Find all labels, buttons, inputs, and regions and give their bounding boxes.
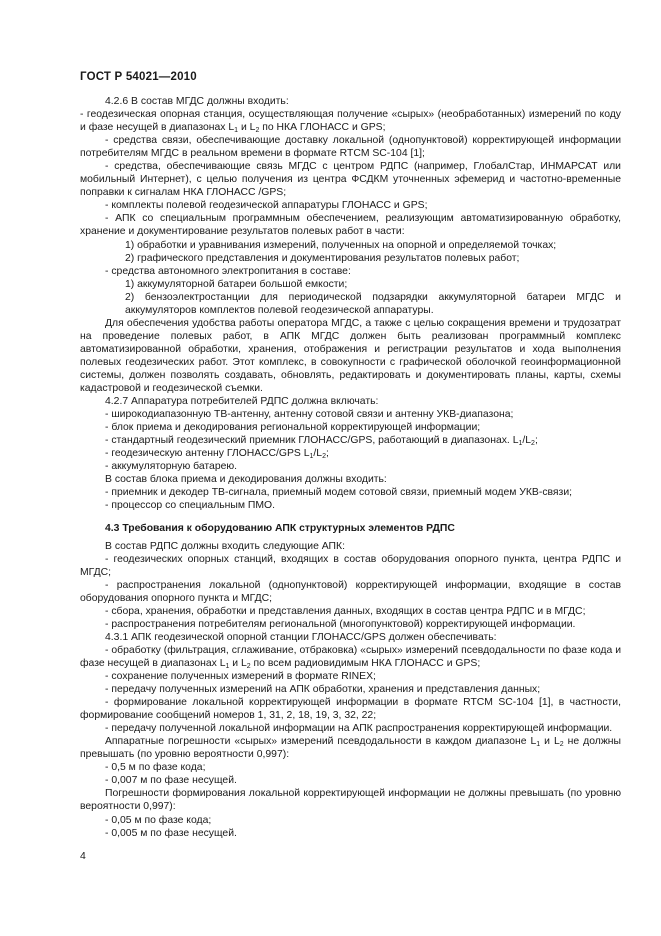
paragraph: - процессор со специальным ПМО. (105, 500, 276, 512)
paragraph: - распространения локальной (однопунктовой) корректирующей информации, входящие в состав оборудования опорного пункта и МГДС; (80, 579, 621, 604)
paragraph: - обработку (фильтрация, сглаживание, отбраковка) «сырых» измерений псевдодальности по фазе кода и фазе несущей в диапазонах $L_1$ и $L_2$ по всем радиовидимым НКА ГЛОНАСС и GPS; (80, 644, 621, 670)
paragraph: 4.3.1 АПК геодезической опорной станции ГЛОНАСС/GPS должен обеспечивать: (105, 631, 497, 643)
paragraph: - блок приема и декодирования региональной корректирующей информации; (105, 422, 481, 434)
paragraph: - АПК со специальным программным обеспечением, реализующим автоматизированную обработку, хранение и документирование результатов полевых работ в части: (80, 213, 621, 238)
paragraph: - геодезических опорных станций, входящих в состав оборудования опорного пункта, центра РДПС и МГДС; (80, 553, 621, 578)
paragraph: - 0,005 м по фазе несущей. (105, 827, 237, 839)
paragraph: 2) графического представления и документирования результатов полевых работ; (125, 252, 520, 264)
document-body (80, 95, 621, 840)
paragraph: 4.2.6 В состав МГДС должны входить: (105, 96, 289, 107)
paragraph: Для обеспечения удобства работы оператора МГДС, а также с целью сокращения времени и трудозатрат на проведение полевых работ, в АПК МГДС должен быть реализован программный комплекс автоматизированной обработки, хранения, отображения и регистрации результатов и хода выполнения полевых геодезических работ. Этот комплекс, в совокупности с графической оболочкой геоинформационной системы, должен позволять создавать, обновлять, редактировать и документировать планы, карты, схемы кадастровой и геодезической съемки. (80, 317, 621, 395)
paragraph: 2) бензоэлектростанции для периодической подзарядки аккумуляторной батареи МГДС и аккумуляторов комплектов полевой геодезической аппаратуры. (125, 291, 621, 316)
paragraph: - комплекты полевой геодезической аппаратуры ГЛОНАСС и GPS; (105, 200, 428, 212)
paragraph: - 0,5 м по фазе кода; (105, 762, 206, 774)
paragraph: - средства, обеспечивающие связь МГДС с центром РДПС (например, ГлобалСтар, ИНМАРСАТ или мобильный Интернет), с целью получения из центра ФСДКМ уточненных эфемерид и частотно-временные поправки к сигналам НКА ГЛОНАСС /GPS; (80, 161, 621, 199)
section-heading: 4.3 Требования к оборудованию АПК структурных элементов РДПС (105, 522, 455, 534)
paragraph: - сбора, хранения, обработки и представления данных, входящих в состав центра РДПС и в МГДС; (105, 605, 586, 617)
page-number: 4 (80, 851, 86, 862)
paragraph: Аппаратные погрешности «сырых» измерений псевдодальности в каждом диапазоне $L_1$ и $L_2$ не должны превышать (по уровню вероятности 0,997): (80, 736, 622, 761)
paragraph: 4.2.7 Аппаратура потребителей РДПС должна включать: (105, 396, 379, 408)
paragraph: 1) обработки и уравнивания измерений, полученных на опорной и определяемой точках; (125, 239, 557, 251)
paragraph: - стандартный геодезический приемник ГЛОНАСС/GPS, работающий в диапазонах. $L_1/L_2$; (105, 435, 538, 448)
paragraph: - приемник и декодер ТВ-сигнала, приемный модем сотовой связи, приемный модем УКВ-связи; (105, 487, 573, 499)
paragraph: - передачу полученных измерений на АПК обработки, хранения и представления данных; (105, 684, 541, 696)
paragraph: - геодезическую антенну ГЛОНАСС/GPS $L_1/L_2$; (105, 448, 329, 461)
paragraph: - геодезическая опорная станция, осуществляющая получение «сырых» (необработанных) измерений по коду и фазе несущей в диапазонах $L_1$ и $L_2$ по НКА ГЛОНАСС и GPS; (80, 109, 621, 135)
paragraph: - средства связи, обеспечивающие доставку локальной (однопунктовой) корректирующей информации потребителям МГДС в реальном времени в формате RTCM SC-104 [1]; (80, 135, 621, 160)
paragraph: - формирование локальной корректирующей информации в формате RTCM SC-104 [1], в частности, формирование сообщений номеров 1, 31, 2, 18, 19, 3, 32, 22; (80, 697, 621, 722)
paragraph: - 0,05 м по фазе кода; (105, 814, 212, 826)
paragraph: - средства автономного электропитания в составе: (105, 265, 351, 277)
paragraph: - распространения потребителям региональной (многопунктовой) корректирующей информации. (105, 618, 576, 630)
paragraph: Погрешности формирования локальной корректирующей информации не должны превышать (по уровню вероятности 0,997): (80, 788, 621, 813)
paragraph: - широкодиапазонную ТВ-антенну, антенну сотовой связи и антенну УКВ-диапазона; (105, 409, 514, 421)
paragraph: 1) аккумуляторной батареи большой емкости; (125, 278, 348, 290)
document-header: ГОСТ Р 54021—2010 (80, 71, 197, 83)
paragraph: - 0,007 м по фазе несущей. (105, 775, 237, 787)
paragraph: - передачу полученной локальной информации на АПК распространения корректирующей информации. (105, 723, 613, 735)
paragraph: В состав блока приема и декодирования должны входить: (105, 474, 387, 486)
paragraph: В состав РДПС должны входить следующие АПК: (105, 540, 345, 552)
paragraph: - сохранение полученных измерений в формате RINEX; (105, 671, 376, 683)
paragraph: - аккумуляторную батарею. (105, 461, 238, 473)
